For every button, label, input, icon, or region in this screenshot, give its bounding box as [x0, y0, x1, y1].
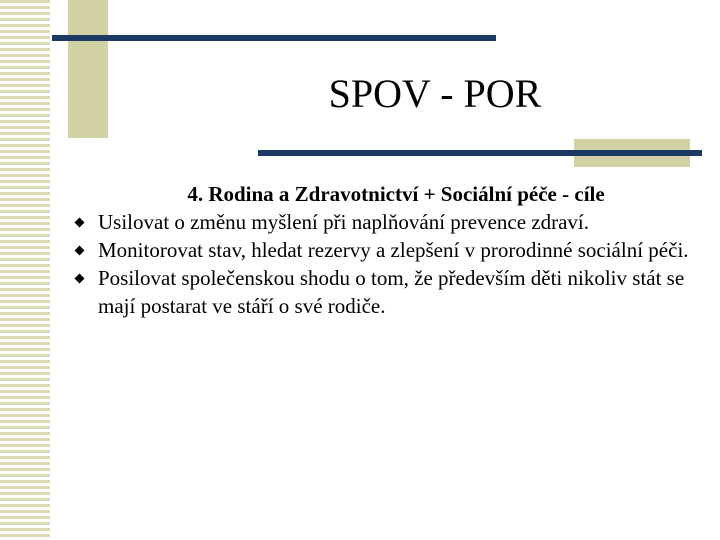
bottom-rule: [258, 150, 702, 156]
decorative-stripes: [0, 0, 50, 540]
top-rule: [52, 35, 496, 41]
list-item-text: Posilovat společenskou shodu o tom, že především děti nikoliv stát se mají postarat ve stáří o své rodiče.: [98, 266, 685, 318]
slide-body: [76, 180, 696, 320]
bullet-list: [76, 208, 696, 320]
list-item: [76, 208, 696, 236]
list-item-text: Monitorovat stav, hledat rezervy a zlepšení v prorodinné sociální péči.: [98, 238, 689, 262]
section-heading: 4. Rodina a Zdravotnictví + Sociální péče - cíle: [187, 182, 605, 206]
diamond-bullet-icon: [75, 218, 85, 228]
diamond-bullet-icon: [75, 246, 85, 256]
list-item-text: Usilovat o změnu myšlení při naplňování prevence zdraví.: [98, 210, 590, 234]
list-item: [76, 236, 696, 264]
diamond-bullet-icon: [75, 274, 85, 284]
list-item: [76, 264, 696, 320]
slide-title: SPOV - POR: [328, 71, 542, 116]
